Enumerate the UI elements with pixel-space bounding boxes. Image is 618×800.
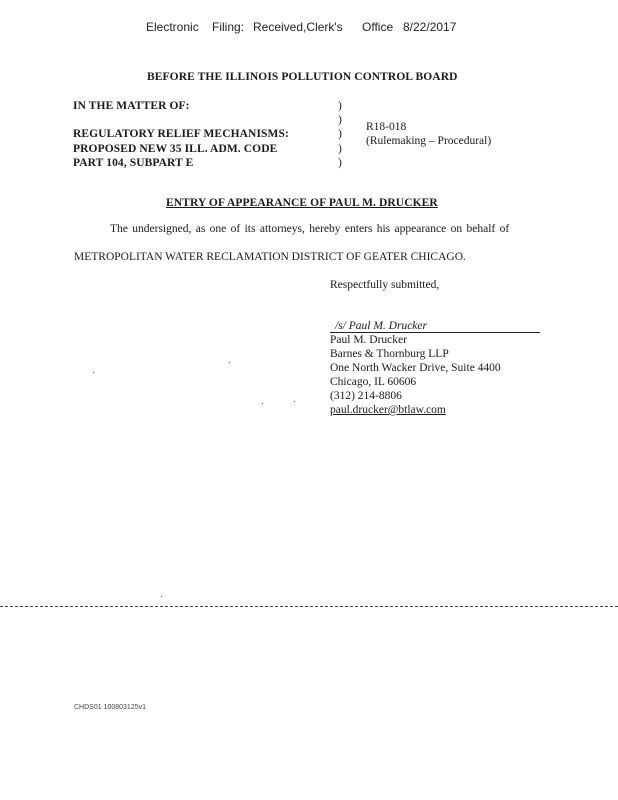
caption-matter-of: IN THE MATTER OF: bbox=[73, 100, 190, 112]
filing-stamp-date: 8/22/2017 bbox=[403, 20, 457, 34]
filing-stamp-electronic: Electronic bbox=[146, 20, 199, 34]
filing-stamp-received: Received,Clerk's bbox=[253, 20, 343, 34]
body-line-2: METROPOLITAN WATER RECLAMATION DISTRICT OF GEATER CHICAGO. bbox=[74, 251, 466, 263]
signer-email: paul.drucker@btlaw.com bbox=[330, 404, 446, 416]
closing: Respectfully submitted, bbox=[330, 279, 440, 291]
filing-stamp-filing: Filing: bbox=[212, 20, 245, 34]
e-signature: /s/ Paul M. Drucker bbox=[335, 320, 427, 332]
scan-speck bbox=[161, 596, 162, 597]
caption-paren: ) bbox=[338, 114, 342, 126]
body-line-1: The undersigned, as one of its attorneys, hereby enters his appearance on behalf of bbox=[110, 223, 510, 235]
scan-speck bbox=[229, 362, 230, 363]
caption-line-3: PART 104, SUBPART E bbox=[73, 157, 194, 169]
caption-line-1: REGULATORY RELIEF MECHANISMS: bbox=[73, 128, 289, 140]
caption-paren: ) bbox=[338, 157, 342, 169]
scan-speck bbox=[93, 372, 94, 373]
caption-paren: ) bbox=[338, 143, 342, 155]
case-number: R18-018 bbox=[366, 121, 407, 133]
caption-paren: ) bbox=[338, 100, 342, 112]
caption-line-2: PROPOSED NEW 35 ILL. ADM. CODE bbox=[73, 143, 278, 155]
signature-line bbox=[330, 320, 540, 333]
board-heading: BEFORE THE ILLINOIS POLLUTION CONTROL BOARD bbox=[147, 71, 458, 83]
signer-address: One North Wacker Drive, Suite 4400 bbox=[330, 362, 501, 374]
signer-name: Paul M. Drucker bbox=[330, 334, 407, 346]
scan-dashed-line bbox=[0, 606, 618, 607]
footer-document-code: CHDS01 100803125v1 bbox=[74, 704, 146, 711]
scan-speck bbox=[262, 403, 263, 404]
signer-city: Chicago, IL 60606 bbox=[330, 376, 417, 388]
document-title: ENTRY OF APPEARANCE OF PAUL M. DRUCKER bbox=[166, 197, 438, 209]
scan-speck bbox=[294, 401, 295, 402]
signer-phone: (312) 214-8806 bbox=[330, 390, 402, 402]
signer-firm: Barnes & Thornburg LLP bbox=[330, 348, 449, 360]
filing-stamp-office: Office bbox=[362, 20, 394, 34]
case-type: (Rulemaking – Procedural) bbox=[366, 135, 492, 147]
caption-paren: ) bbox=[338, 128, 342, 140]
